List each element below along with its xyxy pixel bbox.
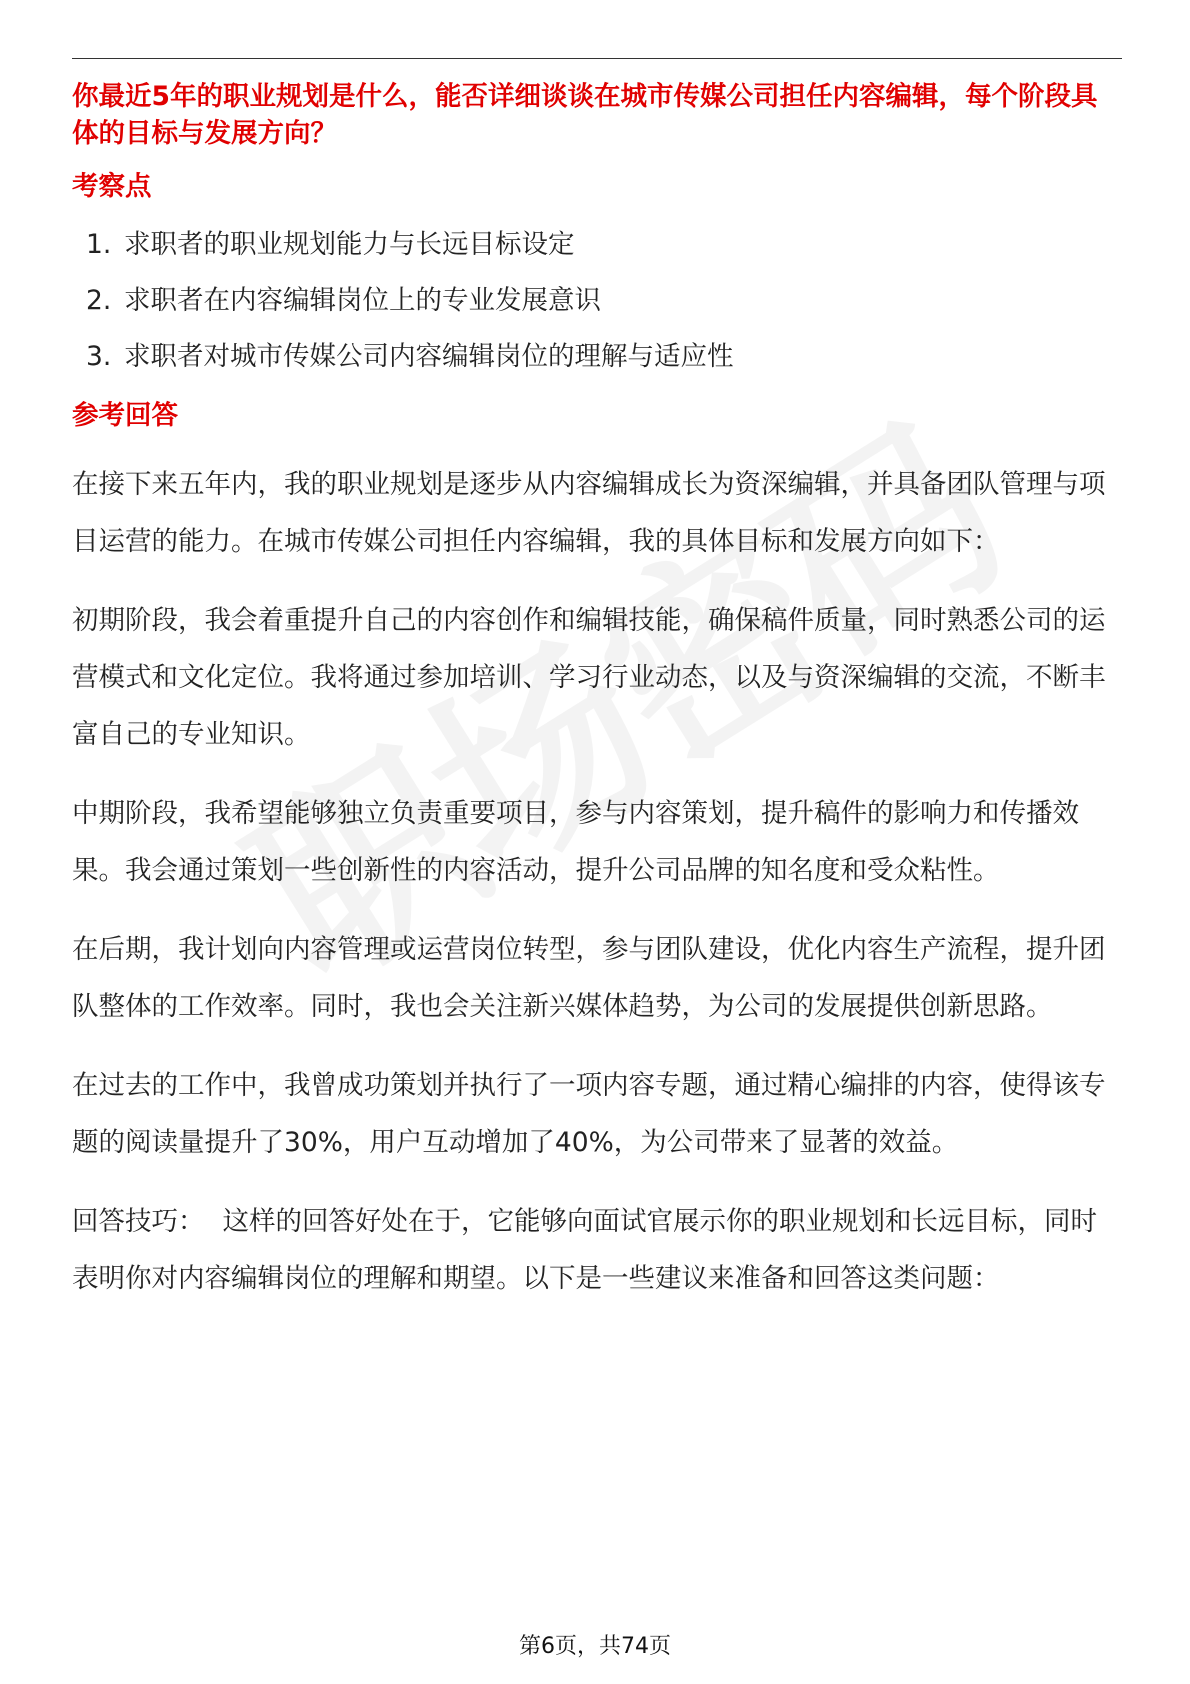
- list-item: [72, 339, 1122, 375]
- points-section-title: 考察点: [72, 171, 152, 202]
- list-item: [72, 227, 1122, 263]
- tips-paragraph: [72, 1193, 1122, 1307]
- list-item-text: 求职者的职业规划能力与长远目标设定: [124, 229, 575, 260]
- tips-text: 这样的回答好处在于，它能够向面试官展示你的职业规划和长远目标，同时表明你对内容编辑岗位的理解和期望。以下是一些建议来准备和回答这类问题：: [72, 1206, 1097, 1294]
- answer-paragraph: 在接下来五年内，我的职业规划是逐步从内容编辑成长为资深编辑，并具备团队管理与项目运营的能力。在城市传媒公司担任内容编辑，我的具体目标和发展方向如下：: [72, 469, 1106, 557]
- list-item: [72, 283, 1122, 319]
- tips-label: 回答技巧：: [72, 1206, 205, 1237]
- document-body: [72, 78, 1122, 1307]
- list-item-text: 求职者在内容编辑岗位上的专业发展意识: [124, 285, 601, 316]
- question-heading: 你最近5年的职业规划是什么，能否详细谈谈在城市传媒公司担任内容编辑，每个阶段具体的目标与发展方向？: [72, 81, 1098, 149]
- list-item-number: 2.: [86, 285, 112, 316]
- page-footer: 第6页，共74页: [519, 1634, 671, 1659]
- answer-paragraph: 在后期，我计划向内容管理或运营岗位转型，参与团队建设，优化内容生产流程，提升团队整体的工作效率。同时，我也会关注新兴媒体趋势，为公司的发展提供创新思路。: [72, 934, 1106, 1022]
- list-item-number: 1.: [86, 229, 112, 260]
- answer-paragraph: 初期阶段，我会着重提升自己的内容创作和编辑技能，确保稿件质量，同时熟悉公司的运营模式和文化定位。我将通过参加培训、学习行业动态，以及与资深编辑的交流，不断丰富自己的专业知识。: [72, 605, 1106, 750]
- answer-section-title: 参考回答: [72, 400, 178, 431]
- answer-paragraph: 在过去的工作中，我曾成功策划并执行了一项内容专题，通过精心编排的内容，使得该专题的阅读量提升了30%，用户互动增加了40%，为公司带来了显著的效益。: [72, 1070, 1106, 1158]
- list-item-number: 3.: [86, 341, 112, 372]
- top-divider: [72, 58, 1122, 59]
- answer-paragraph: 中期阶段，我希望能够独立负责重要项目，参与内容策划，提升稿件的影响力和传播效果。我会通过策划一些创新性的内容活动，提升公司品牌的知名度和受众粘性。: [72, 798, 1079, 886]
- list-item-text: 求职者对城市传媒公司内容编辑岗位的理解与适应性: [124, 341, 734, 372]
- points-list: [72, 227, 1122, 375]
